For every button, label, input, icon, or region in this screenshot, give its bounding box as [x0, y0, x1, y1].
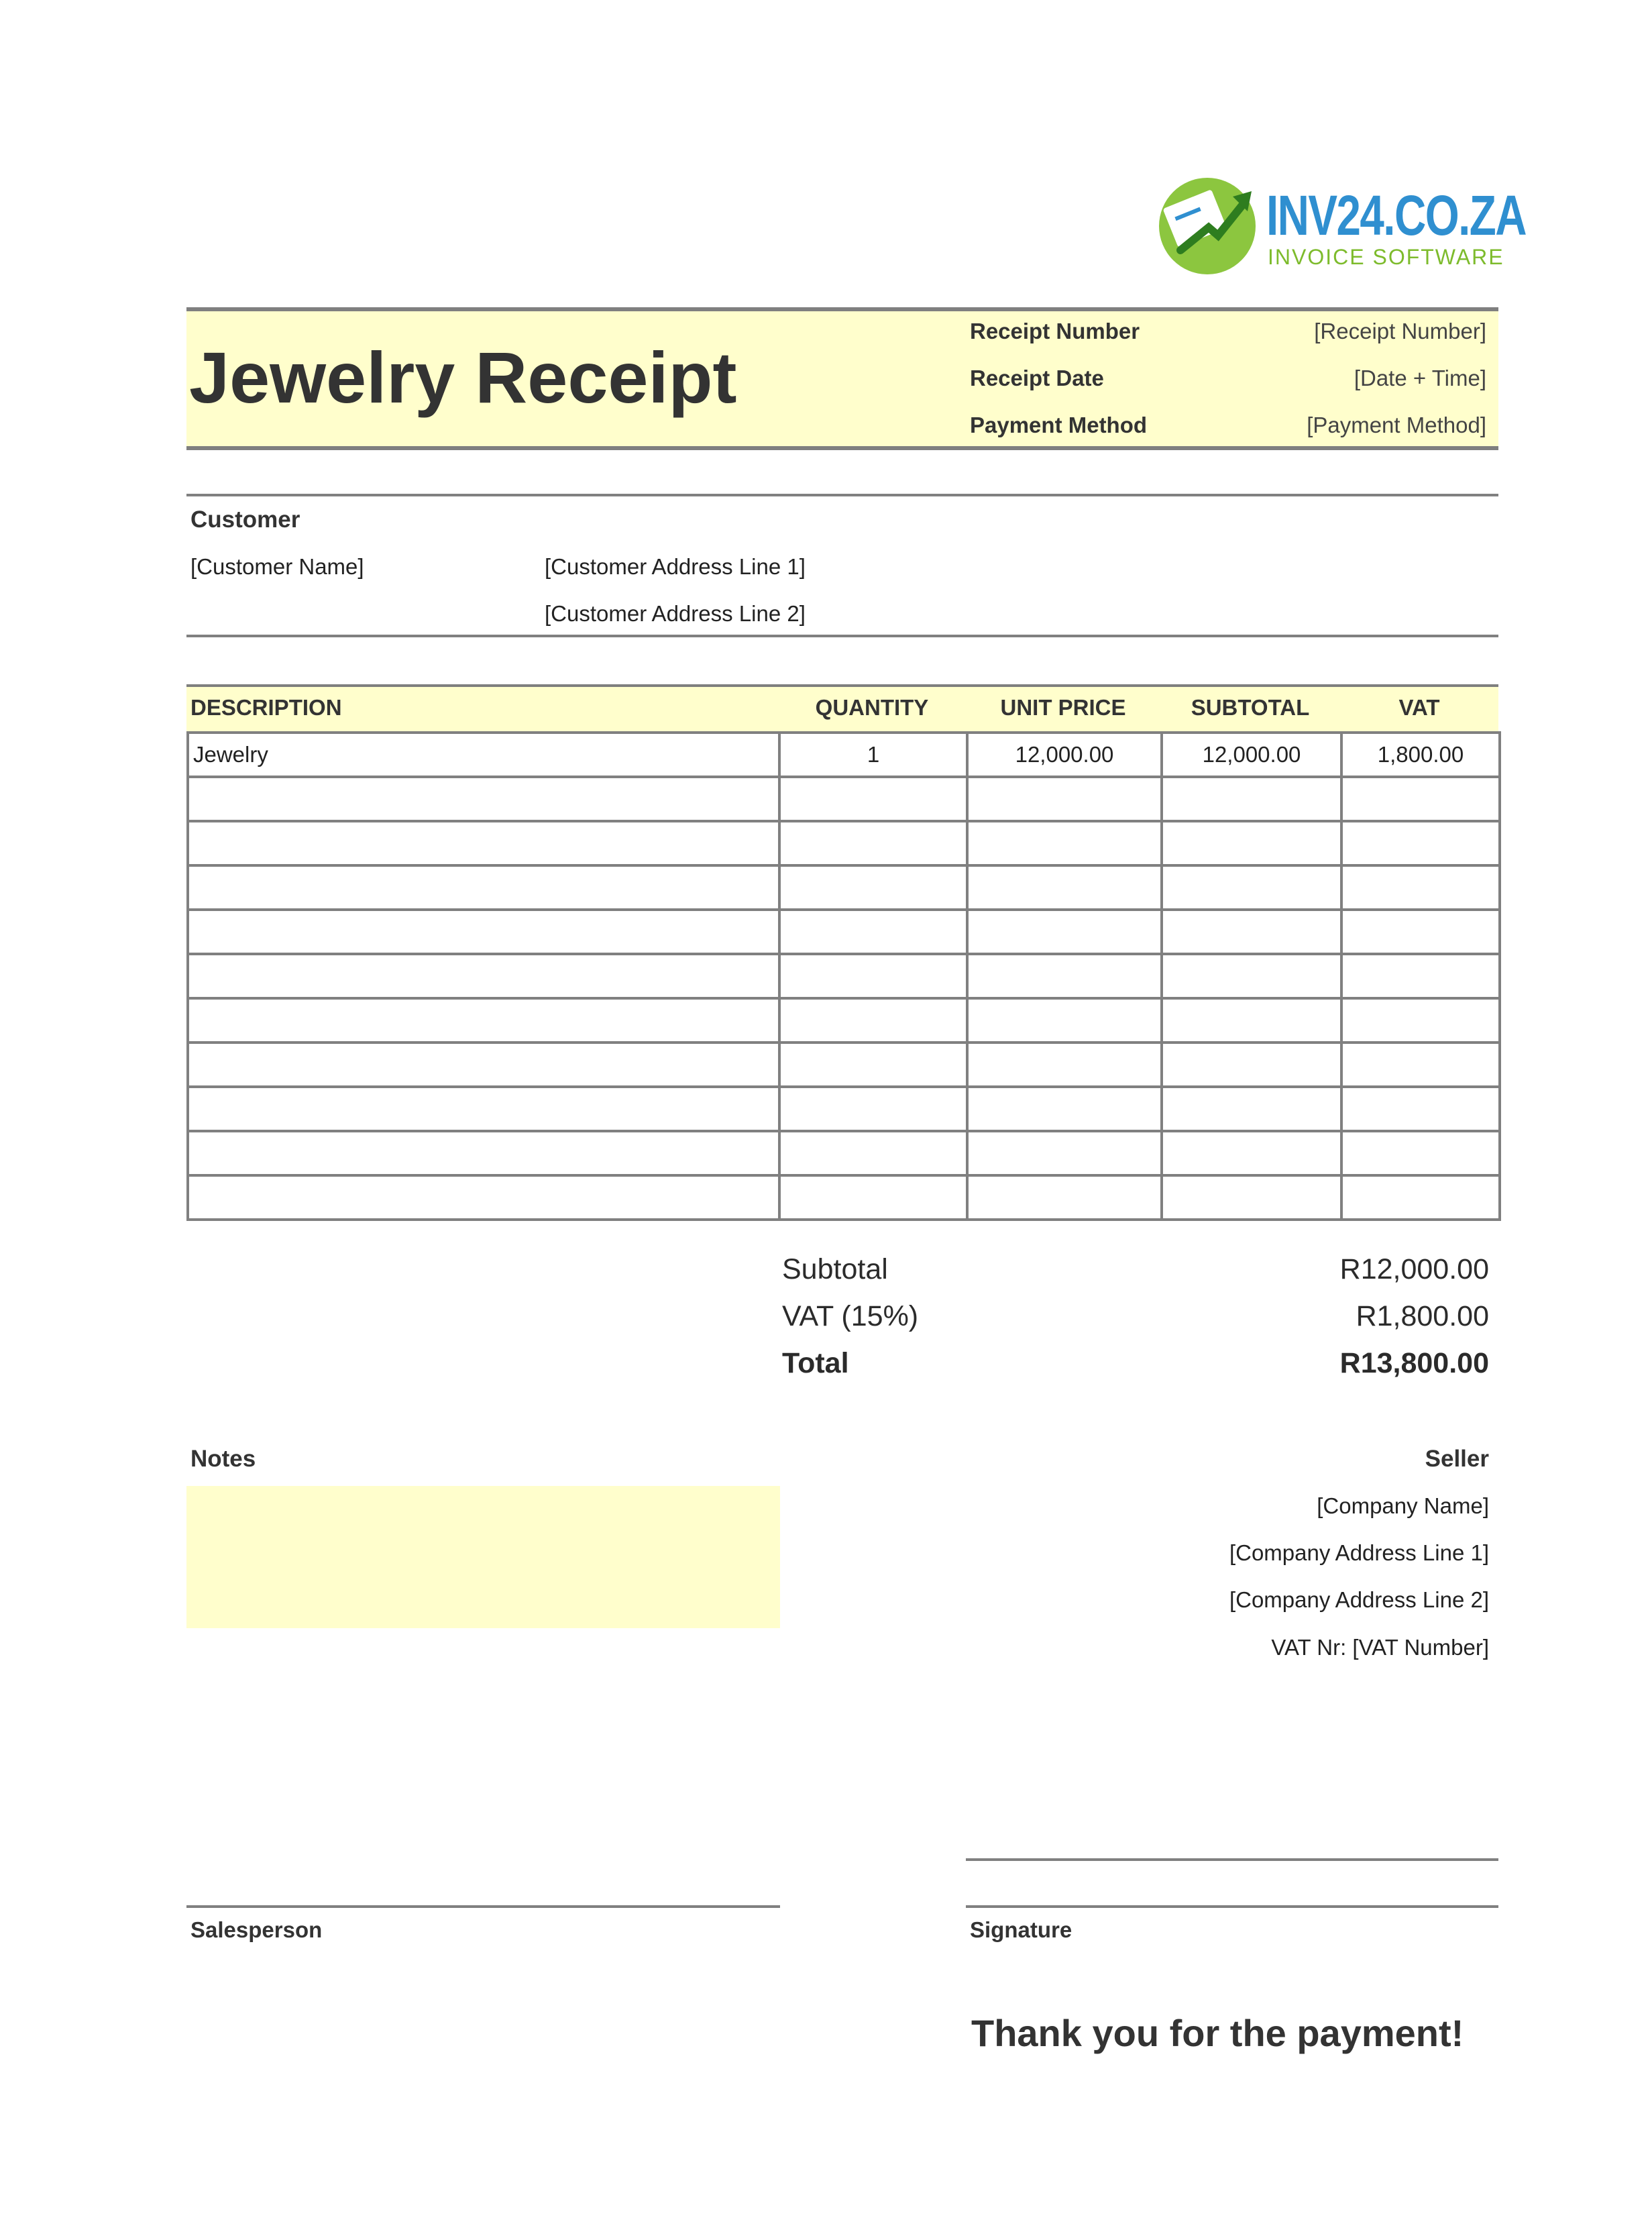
cell-description[interactable]: [188, 1175, 779, 1220]
cell-vat[interactable]: [1341, 821, 1500, 865]
payment-method-value[interactable]: [Payment Method]: [1307, 413, 1486, 437]
cell-vat[interactable]: [1341, 777, 1500, 821]
subtotal-label: Subtotal: [782, 1253, 888, 1285]
cell-unit-price[interactable]: [967, 910, 1162, 954]
table-row: [188, 910, 1500, 954]
total-label: Total: [782, 1347, 849, 1379]
cell-quantity[interactable]: [779, 1175, 967, 1220]
column-header-description: DESCRIPTION: [190, 695, 342, 720]
cell-description[interactable]: [188, 998, 779, 1043]
customer-name[interactable]: [Customer Name]: [190, 554, 364, 579]
column-header-subtotal: SUBTOTAL: [1191, 695, 1310, 720]
cell-subtotal[interactable]: [1162, 865, 1341, 910]
table-row: [188, 733, 1500, 777]
cell-subtotal[interactable]: [1162, 998, 1341, 1043]
table-row: [188, 821, 1500, 865]
cell-description[interactable]: Jewelry: [188, 733, 779, 777]
cell-unit-price[interactable]: [967, 1043, 1162, 1087]
cell-unit-price[interactable]: [967, 954, 1162, 998]
notes-heading: Notes: [190, 1446, 256, 1472]
cell-subtotal[interactable]: [1162, 1131, 1341, 1175]
receipt-number-value[interactable]: [Receipt Number]: [1314, 319, 1486, 343]
cell-description[interactable]: [188, 821, 779, 865]
customer-address-line-2[interactable]: [Customer Address Line 2]: [545, 601, 806, 626]
vat-label: VAT (15%): [782, 1300, 919, 1332]
cell-unit-price[interactable]: [967, 1131, 1162, 1175]
cell-quantity[interactable]: [779, 1043, 967, 1087]
cell-description[interactable]: [188, 1087, 779, 1131]
salesperson-label: Salesperson: [190, 1917, 323, 1942]
seller-address-line-1[interactable]: [Company Address Line 1]: [1229, 1540, 1489, 1565]
logo-emblem-icon: [1154, 171, 1261, 278]
cell-description[interactable]: [188, 1131, 779, 1175]
vat-value: R1,800.00: [1356, 1300, 1489, 1332]
cell-unit-price[interactable]: [967, 1087, 1162, 1131]
cell-quantity[interactable]: [779, 910, 967, 954]
thank-you-message: Thank you for the payment!: [971, 2012, 1464, 2054]
total-value: R13,800.00: [1339, 1347, 1489, 1379]
cell-vat[interactable]: [1341, 1131, 1500, 1175]
cell-subtotal[interactable]: 12,000.00: [1162, 733, 1341, 777]
table-row: [188, 865, 1500, 910]
table-row: [188, 1131, 1500, 1175]
logo-wordmark: INV24.CO.ZA: [1266, 184, 1526, 247]
cell-unit-price[interactable]: [967, 998, 1162, 1043]
cell-subtotal[interactable]: [1162, 1087, 1341, 1131]
column-header-vat: VAT: [1398, 695, 1440, 720]
cell-quantity[interactable]: [779, 998, 967, 1043]
customer-heading: Customer: [190, 506, 300, 533]
cell-description[interactable]: [188, 954, 779, 998]
seller-company-name[interactable]: [Company Name]: [1317, 1493, 1489, 1518]
cell-vat[interactable]: [1341, 1087, 1500, 1131]
cell-quantity[interactable]: [779, 954, 967, 998]
page-title: Jewelry Receipt: [189, 337, 737, 418]
receipt-date-label: Receipt Date: [970, 366, 1104, 390]
cell-vat[interactable]: [1341, 954, 1500, 998]
seller-address-line-2[interactable]: [Company Address Line 2]: [1229, 1587, 1489, 1612]
payment-method-label: Payment Method: [970, 413, 1148, 437]
cell-description[interactable]: [188, 777, 779, 821]
cell-subtotal[interactable]: [1162, 1043, 1341, 1087]
table-row: [188, 1087, 1500, 1131]
signature-writing-line[interactable]: [966, 1858, 1498, 1861]
cell-vat[interactable]: [1341, 1043, 1500, 1087]
customer-top-rule: [186, 494, 1498, 496]
subtotal-value: R12,000.00: [1339, 1253, 1489, 1285]
cell-unit-price[interactable]: [967, 821, 1162, 865]
cell-vat[interactable]: [1341, 998, 1500, 1043]
cell-subtotal[interactable]: [1162, 1175, 1341, 1220]
cell-subtotal[interactable]: [1162, 777, 1341, 821]
cell-quantity[interactable]: [779, 821, 967, 865]
receipt-number-label: Receipt Number: [970, 319, 1140, 343]
cell-unit-price[interactable]: 12,000.00: [967, 733, 1162, 777]
signature-rule: [966, 1905, 1498, 1908]
cell-vat[interactable]: 1,800.00: [1341, 733, 1500, 777]
signature-label: Signature: [970, 1917, 1072, 1942]
seller-vat-number[interactable]: VAT Nr: [VAT Number]: [1271, 1635, 1489, 1660]
cell-quantity[interactable]: [779, 865, 967, 910]
table-row: [188, 998, 1500, 1043]
customer-address-line-1[interactable]: [Customer Address Line 1]: [545, 554, 806, 579]
salesperson-rule: [186, 1905, 780, 1908]
cell-unit-price[interactable]: [967, 777, 1162, 821]
customer-bottom-rule: [186, 635, 1498, 637]
cell-subtotal[interactable]: [1162, 910, 1341, 954]
cell-vat[interactable]: [1341, 865, 1500, 910]
table-row: [188, 1043, 1500, 1087]
column-header-quantity: QUANTITY: [815, 695, 929, 720]
cell-unit-price[interactable]: [967, 1175, 1162, 1220]
table-row: [188, 1175, 1500, 1220]
cell-vat[interactable]: [1341, 1175, 1500, 1220]
notes-field[interactable]: [186, 1486, 780, 1628]
logo-tagline: INVOICE SOFTWARE: [1268, 245, 1504, 269]
cell-vat[interactable]: [1341, 910, 1500, 954]
cell-description[interactable]: [188, 865, 779, 910]
seller-heading: Seller: [1425, 1446, 1489, 1472]
cell-subtotal[interactable]: [1162, 954, 1341, 998]
cell-description[interactable]: [188, 1043, 779, 1087]
cell-subtotal[interactable]: [1162, 821, 1341, 865]
cell-unit-price[interactable]: [967, 865, 1162, 910]
cell-quantity[interactable]: [779, 1131, 967, 1175]
receipt-date-value[interactable]: [Date + Time]: [1354, 366, 1486, 390]
table-row: [188, 954, 1500, 998]
column-header-unit-price: UNIT PRICE: [1000, 695, 1126, 720]
cell-quantity[interactable]: [779, 1087, 967, 1131]
cell-quantity[interactable]: 1: [779, 733, 967, 777]
items-table: [186, 731, 1501, 1221]
cell-description[interactable]: [188, 910, 779, 954]
cell-quantity[interactable]: [779, 777, 967, 821]
company-logo: [1154, 171, 1526, 278]
table-row: [188, 777, 1500, 821]
